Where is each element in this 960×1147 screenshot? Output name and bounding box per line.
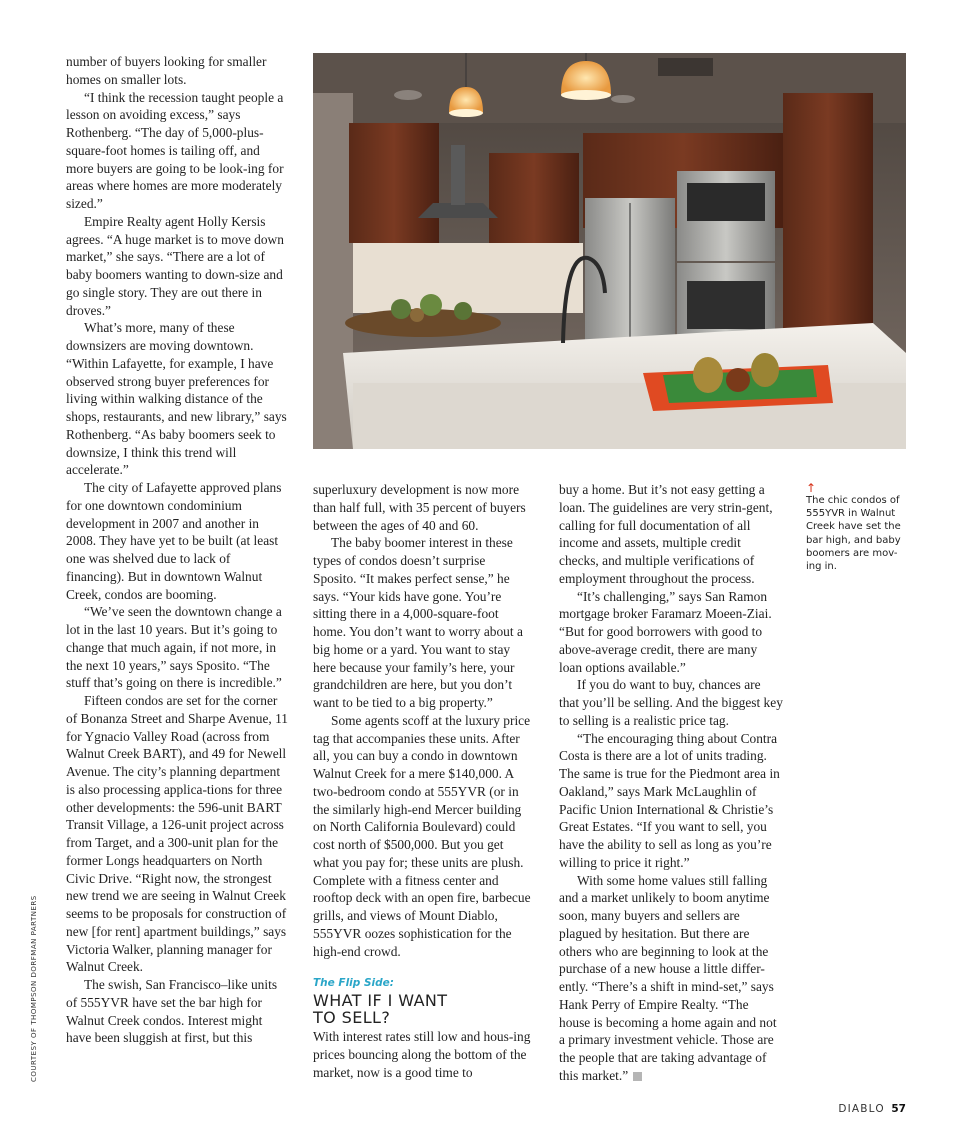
paragraph: Fifteen condos are set for the corner of Bonanza Street and Sharpe Avenue, 11 for Ygnacio Valley Road (across from Walnut Creek BART), and 49 for Newell Avenue. The city’s planning department is also processing applica-tions for three other developments: the 596-unit BART Transit Village, a 126-unit project across from Target, and a 300-unit plan for the former Longs headquarters on North Civic Drive. “Right now, the strongest new trend we are seeing in Walnut Creek seems to be proposals for construction of new [for rent] apartment buildings,” says Victoria Walker, planning manager for Walnut Creek. bbox=[66, 693, 288, 975]
kitchen-photo bbox=[313, 53, 906, 449]
magazine-name: DIABLO bbox=[838, 1103, 885, 1115]
sidebar-paragraph: With interest rates still low and hous-ing prices bouncing along the bottom of the market, now is a good time to bbox=[313, 1029, 531, 1080]
paragraph: The baby boomer interest in these types of condos doesn’t surprise Sposito. “It makes perfect sense,” he says. “Your kids have gone. You’re sitting there in a 4,000-square-foot home. You don’t want to worry about a big home or a yard. You want to stay here because your family’s here, your grandchildren are here, but you don’t want to be tied to a big property.” bbox=[313, 535, 523, 710]
paragraph: “It’s challenging,” says San Ramon mortgage broker Faramarz Moeen-Ziai. “But for good borrowers with good to above-average credit, there are many loan options available.” bbox=[559, 588, 772, 675]
folio bbox=[838, 1103, 906, 1115]
paragraph: Some agents scoff at the luxury price tag that accompanies these units. After all, you can buy a condo in downtown Walnut Creek for a mere $140,000. A two-bedroom condo at 555YVR (or in the similarly high-end Mercer building on North California Boulevard) could cost north of $500,000. But you get what you pay for; these units are plush. Complete with a fitness center and rooftop deck with an open fire, barbecue grills, and views of Mount Diablo, 555YVR oozes sophistication for the high-end crowd. bbox=[313, 712, 531, 959]
paragraph: The swish, San Francisco–like units of 555YVR have set the bar high for Walnut Creek condos. Interest might have been sluggish at first, but this bbox=[66, 977, 278, 1046]
sidebar-headline-line: TO SELL? bbox=[313, 1008, 391, 1028]
article-column-3 bbox=[559, 481, 783, 1085]
paragraph: The city of Lafayette approved plans for one downtown condominium development in 2007 and another in 2008. They have yet to be built (at least one was shelved due to lack of financing). But in downtown Walnut Creek, condos are booming. bbox=[66, 480, 282, 602]
paragraph: “We’ve seen the downtown change a lot in the last 10 years. But it’s going to change that much again, if not more, in the next 10 years,” says Sposito. “The stuff that’s going on there is incredible.” bbox=[66, 604, 282, 691]
paragraph: If you do want to buy, chances are that you’ll be selling. And the biggest key to selling is a realistic price tag. bbox=[559, 677, 783, 728]
page-number: 57 bbox=[891, 1103, 906, 1115]
sidebar-headline-line: WHAT IF I WANT bbox=[313, 991, 448, 1011]
paragraph: “The encouraging thing about Contra Costa is there are a lot of units trading. The same is true for the Piedmont area in Oakland,” says Mark McLaughlin of Pacific Union International & Christie’s Great Estates. “If you want to sell, you have the ability to sell as long as you’re willing to price it right.” bbox=[559, 730, 780, 870]
article-column-1 bbox=[66, 53, 290, 1047]
paragraph: What’s more, many of these downsizers are moving downtown. “Within Lafayette, for example, I have observed strong buyer preferences for living within walking distance of the shops, restaurants, and new library,” says Rothenberg. “As baby boomers seek to downsize, I think this trend will accelerate.” bbox=[66, 320, 287, 478]
caption-text: The chic condos of 555YVR in Walnut Creek have set the bar high, and baby boomers are mov-ing in. bbox=[806, 495, 901, 573]
paragraph bbox=[559, 872, 783, 1085]
paragraph-text: With some home values still falling and a market unlikely to boom anytime soon, many buyers and sellers are plagued by hesitation. But there are others who are beginning to look at the purchase of a new house a little differ-ently. “There’s a shift in mind-set,” says Hank Perry of Empire Realty. “The house is becoming a home again and not a primary investment vehicle. Those are the people that are taking advantage of this market.” bbox=[559, 872, 777, 1083]
paragraph: buy a home. But it’s not easy getting a loan. The guidelines are very strin-gent, calling for full documentation of all income and assets, multiple credit checks, and multiple verifications of employment throughout the process. bbox=[559, 482, 773, 586]
sidebar-kicker: The Flip Side: bbox=[313, 977, 394, 990]
photo-credit: COURTESY OF THOMPSON DORFMAN PARTNERS bbox=[30, 895, 38, 1082]
paragraph: “I think the recession taught people a lesson on avoiding excess,” says Rothenberg. “The day of 5,000-plus-square-foot homes is tailing off, and more buyers are going to be look-ing for areas where homes are more moderately sized.” bbox=[66, 89, 284, 211]
photo-caption bbox=[806, 482, 906, 573]
article-column-2 bbox=[313, 481, 532, 1082]
paragraph: Empire Realty agent Holly Kersis agrees. “A huge market is to move down market,” she says. “There are a lot of baby boomers wanting to down-size and go single story. They are out there in droves.” bbox=[66, 213, 284, 318]
sidebar-headline bbox=[313, 992, 532, 1026]
paragraph: superluxury development is now more than half full, with 35 percent of buyers between the ages of 40 and 60. bbox=[313, 482, 526, 533]
end-mark-icon bbox=[633, 1072, 642, 1081]
up-arrow-icon: ↑ bbox=[806, 481, 817, 495]
paragraph: number of buyers looking for smaller homes on smaller lots. bbox=[66, 54, 267, 87]
